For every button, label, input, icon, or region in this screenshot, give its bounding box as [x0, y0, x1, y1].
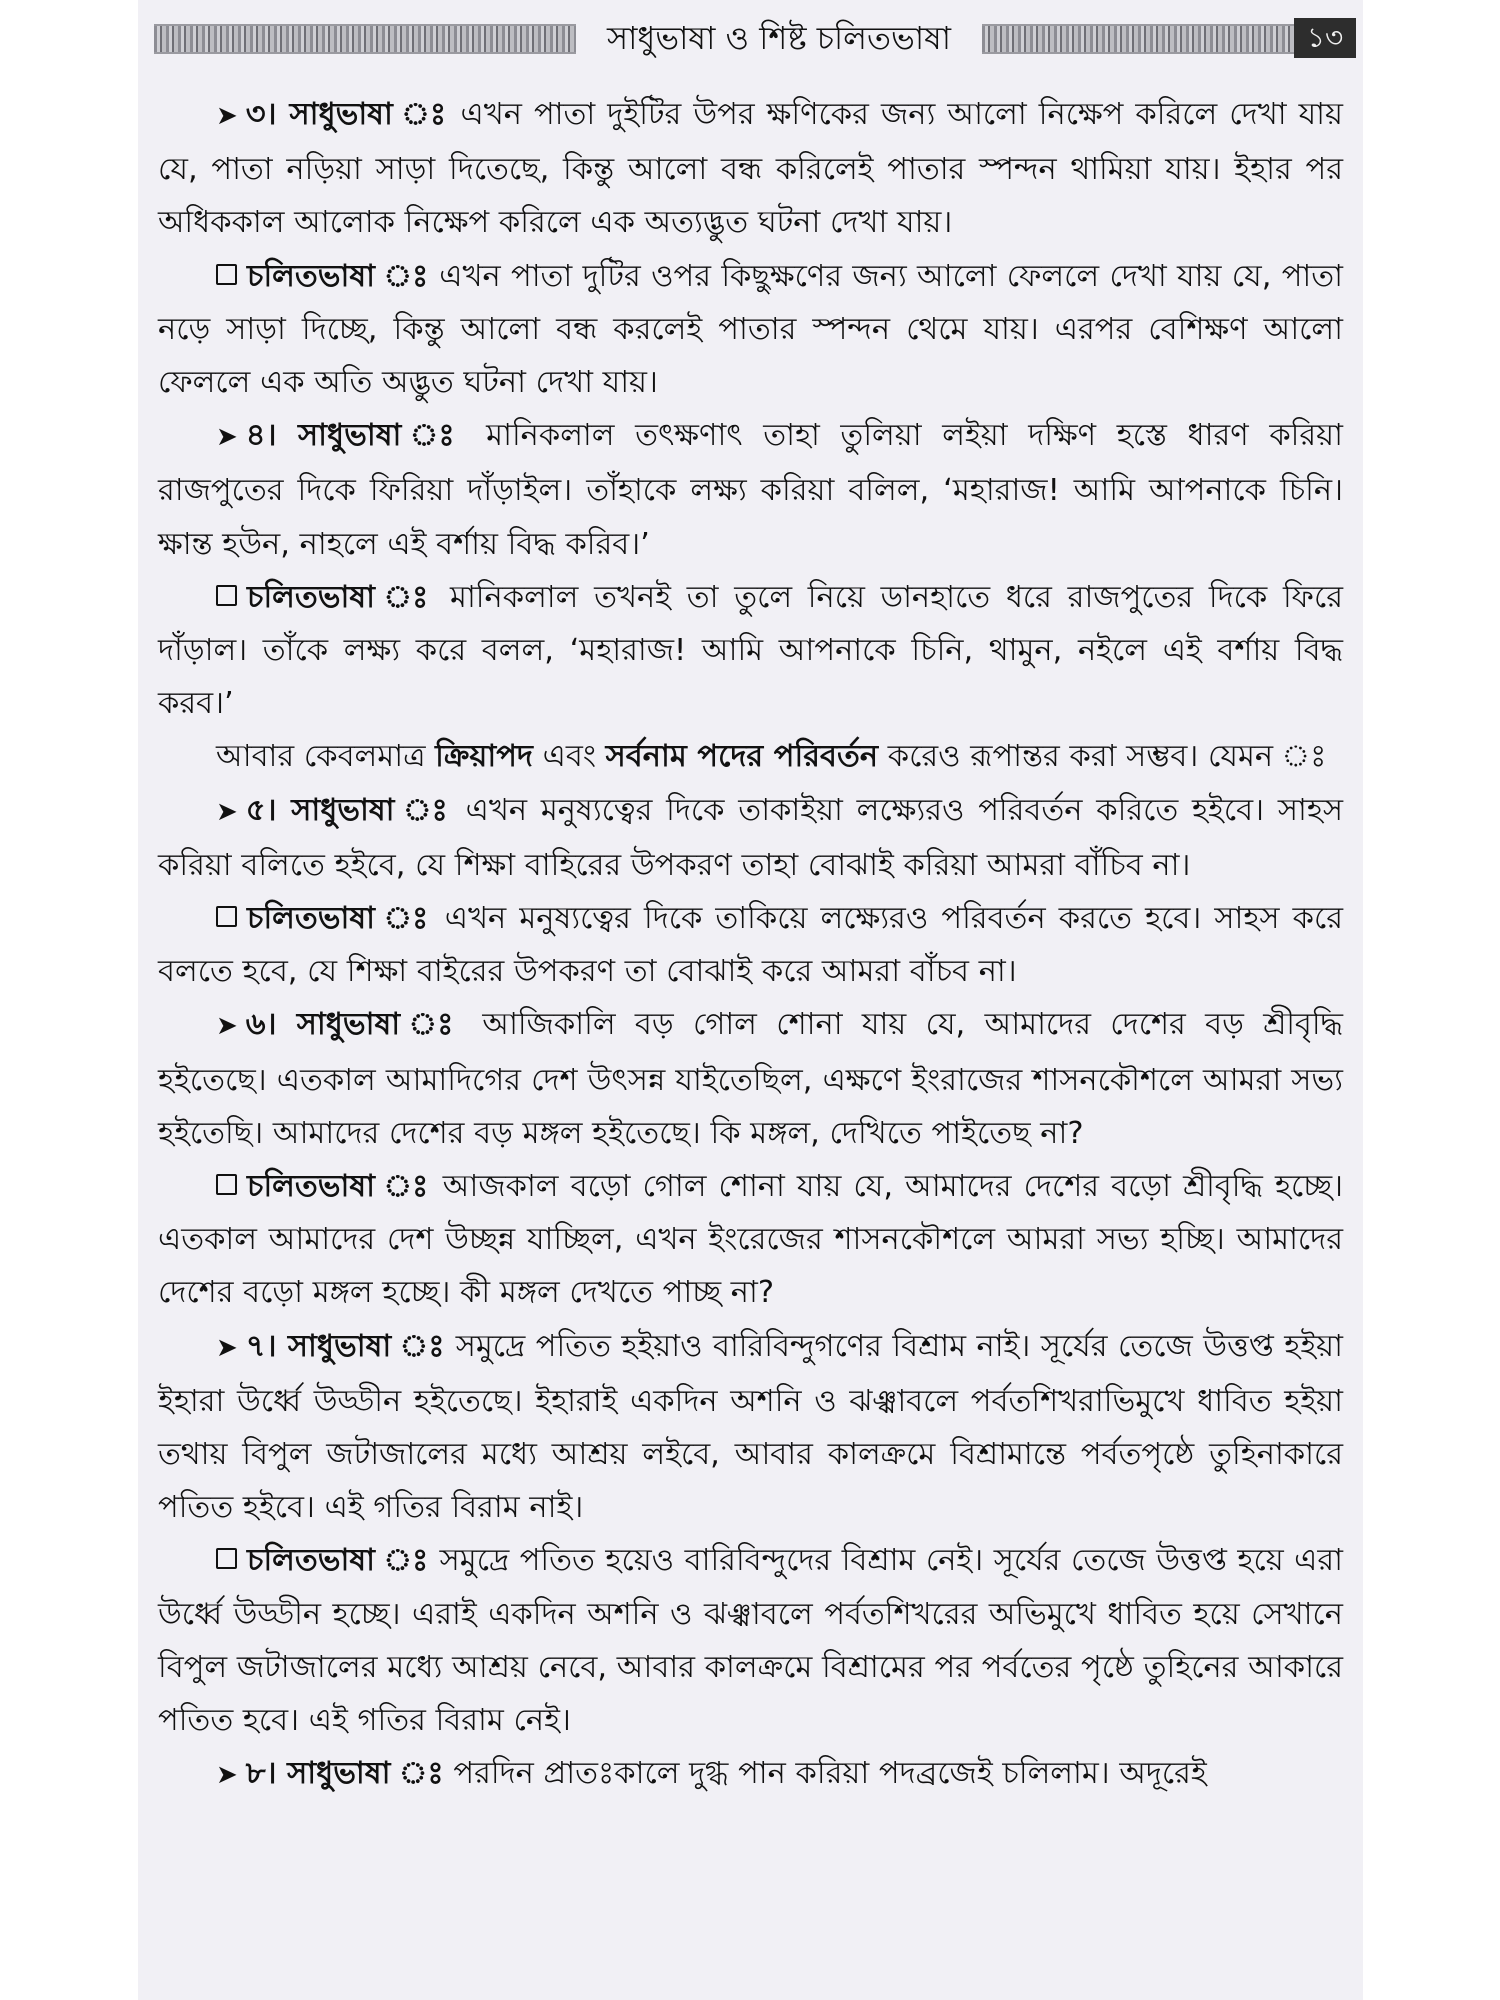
paragraph-text: করেও রূপান্তর করা সম্ভব। যেমন ঃ: [878, 739, 1327, 775]
paragraph-label: ৮। সাধুভাষা ঃ: [245, 1756, 444, 1792]
paragraph-text: মানিকলাল তৎক্ষণাৎ তাহা তুলিয়া লইয়া দক্ষিণ হস্তে ধারণ করিয়া রাজপুতের দিকে ফিরিয়া দাঁড়াইল। তাঁহাকে লক্ষ্য করিয়া বলিল, ‘মহারাজ! আমি আপনাকে চিনি। ক্ষান্ত হউন, নাহলে এই বর্শায় বিদ্ধ করিব।’: [158, 418, 1343, 562]
paragraph-5-sadhu: [158, 784, 1343, 892]
paragraph-4-sadhu: [158, 409, 1343, 571]
paragraph-8-sadhu: [158, 1747, 1343, 1802]
arrow-icon: ➤: [216, 1332, 238, 1363]
paragraph-text: সমুদ্রে পতিত হয়েও বারিবিন্দুদের বিশ্রাম নেই। সূর্যের তেজে উত্তপ্ত হয়ে এরা উর্ধ্বে উড্ডীন হচ্ছে। এরাই একদিন অশনি ও ঝঞ্ঝাবলে পর্বতশিখরের অভিমুখে ধাবিত হয়ে সেখানে বিপুল জটাজালের মধ্যে আশ্রয় নেবে, আবার কালক্রমে বিশ্রামের পর পর্বতের পৃষ্ঠে তুহিনের আকারে পতিত হবে। এই গতির বিরাম নেই।: [158, 1543, 1343, 1739]
paragraph-text: আবার কেবলমাত্র: [216, 739, 436, 775]
paragraph-text: এখন পাতা দুটির ওপর কিছুক্ষণের জন্য আলো ফেললে দেখা যায় যে, পাতা নড়ে সাড়া দিচ্ছে, কিন্তু আলো বন্ধ করলেই পাতার স্পন্দন থেমে যায়। এরপর বেশিক্ষণ আলো ফেললে এক অতি অদ্ভুত ঘটনা দেখা যায়।: [158, 258, 1343, 401]
page-header: [154, 10, 1354, 62]
paragraph-label: ৬। সাধুভাষা ঃ: [245, 1007, 464, 1043]
checkbox-icon: [216, 906, 237, 927]
paragraph-text: এবং: [532, 739, 606, 775]
header-ornament-right: [982, 24, 1294, 54]
paragraph-text: এখন মনুষ্যত্বের দিকে তাকিয়ে লক্ষ্যেরও পরিবর্তন করতে হবে। সাহস করে বলতে হবে, যে শিক্ষা বাইরের উপকরণ তা বোঝাই করে আমরা বাঁচব না।: [158, 901, 1343, 990]
paragraph-text: আজিকালি বড় গোল শোনা যায় যে, আমাদের দেশের বড় শ্রীবৃদ্ধি হইতেছে। এতকাল আমাদিগের দেশ উৎসন্ন যাইতেছিল, এক্ষণে ইংরাজের শাসনকৌশলে আমরা সভ্য হইতেছি। আমাদের দেশের বড় মঙ্গল হইতেছে। কি মঙ্গল, দেখিতে পাইতেছ না?: [158, 1007, 1343, 1151]
paragraph-3-sadhu: [158, 88, 1343, 250]
checkbox-icon: [216, 264, 237, 285]
page-content: [158, 88, 1343, 1803]
paragraph-label: ৭। সাধুভাষা ঃ: [245, 1328, 446, 1364]
paragraph-7-sadhu: [158, 1320, 1343, 1535]
paragraph-text: মানিকলাল তখনই তা তুলে নিয়ে ডানহাতে ধরে রাজপুতের দিকে ফিরে দাঁড়াল। তাঁকে লক্ষ্য করে বলল, ‘মহারাজ! আমি আপনাকে চিনি, থামুন, নইলে এই বর্শায় বিদ্ধ করব।’: [158, 579, 1343, 722]
header-title: সাধুভাষা ও শিষ্ট চলিতভাষা: [576, 16, 982, 60]
paragraph-3-cholit: [158, 250, 1343, 410]
checkbox-icon: [216, 585, 237, 606]
paragraph-4-cholit: [158, 571, 1343, 731]
checkbox-icon: [216, 1548, 237, 1569]
paragraph-label: চলিতভাষা ঃ: [247, 258, 429, 294]
paragraph-text: আজকাল বড়ো গোল শোনা যায় যে, আমাদের দেশের বড়ো শ্রীবৃদ্ধি হচ্ছে। এতকাল আমাদের দেশ উচ্ছন্ন যাচ্ছিল, এখন ইংরেজের শাসনকৌশলে আমরা সভ্য হচ্ছি। আমাদের দেশের বড়ো মঙ্গল হচ্ছে। কী মঙ্গল দেখতে পাচ্ছ না?: [158, 1169, 1344, 1311]
arrow-icon: ➤: [216, 1011, 238, 1042]
paragraph-transition: [158, 730, 1343, 783]
arrow-icon: ➤: [216, 101, 238, 131]
paragraph-5-cholit: [158, 892, 1343, 998]
book-page: [138, 0, 1363, 2000]
paragraph-6-sadhu: [158, 998, 1343, 1160]
bold-term-pronoun: সর্বনাম পদের পরিবর্তন: [605, 739, 879, 775]
paragraph-label: ৫। সাধুভাষা ঃ: [245, 792, 452, 828]
paragraph-text: এখন মনুষ্যত্বের দিকে তাকাইয়া লক্ষ্যেরও পরিবর্তন করিতে হইবে। সাহস করিয়া বলিতে হইবে, যে শিক্ষা বাহিরের উপকরণ তাহা বোঝাই করিয়া আমরা বাঁচিব না।: [158, 792, 1343, 883]
paragraph-label: চলিতভাষা ঃ: [247, 1169, 431, 1205]
page-number: ১৩: [1294, 18, 1356, 58]
checkbox-icon: [216, 1174, 237, 1195]
header-ornament-left: [154, 24, 576, 54]
bold-term-verb: ক্রিয়াপদ: [435, 739, 533, 775]
arrow-icon: ➤: [216, 1760, 238, 1791]
arrow-icon: ➤: [216, 422, 238, 453]
paragraph-label: ৩। সাধুভাষা ঃ: [245, 97, 449, 132]
paragraph-label: চলিতভাষা ঃ: [247, 579, 435, 615]
paragraph-label: ৪। সাধুভাষা ঃ: [245, 418, 466, 454]
paragraph-text: সমুদ্রে পতিত হইয়াও বারিবিন্দুগণের বিশ্রাম নাই। সূর্যের তেজে উত্তপ্ত হইয়া ইহারা উর্ধ্বে উড্ডীন হইতেছে। ইহারাই একদিন অশনি ও ঝঞ্ঝাবলে পর্বতশিখরাভিমুখে ধাবিত হইয়া তথায় বিপুল জটাজালের মধ্যে আশ্রয় লইবে, আবার কালক্রমে বিশ্রামান্তে পর্বতপৃষ্ঠে তুহিনাকারে পতিত হইবে। এই গতির বিরাম নাই।: [158, 1328, 1343, 1526]
paragraph-text: পরদিন প্রাতঃকালে দুগ্ধ পান করিয়া পদব্রজেই চলিলাম। অদূরেই: [443, 1756, 1207, 1792]
paragraph-text: এখন পাতা দুইটির উপর ক্ষণিকের জন্য আলো নিক্ষেপ করিলে দেখা যায় যে, পাতা নড়িয়া সাড়া দিতেছে, কিন্তু আলো বন্ধ করিলেই পাতার স্পন্দন থামিয়া যায়। ইহার পর অধিককাল আলোক নিক্ষেপ করিলে এক অত্যদ্ভুত ঘটনা দেখা যায়।: [158, 97, 1343, 241]
paragraph-6-cholit: [158, 1160, 1343, 1320]
paragraph-7-cholit: [158, 1534, 1343, 1747]
arrow-icon: ➤: [216, 796, 238, 827]
paragraph-label: চলিতভাষা ঃ: [247, 1543, 430, 1579]
paragraph-label: চলিতভাষা ঃ: [247, 901, 432, 937]
